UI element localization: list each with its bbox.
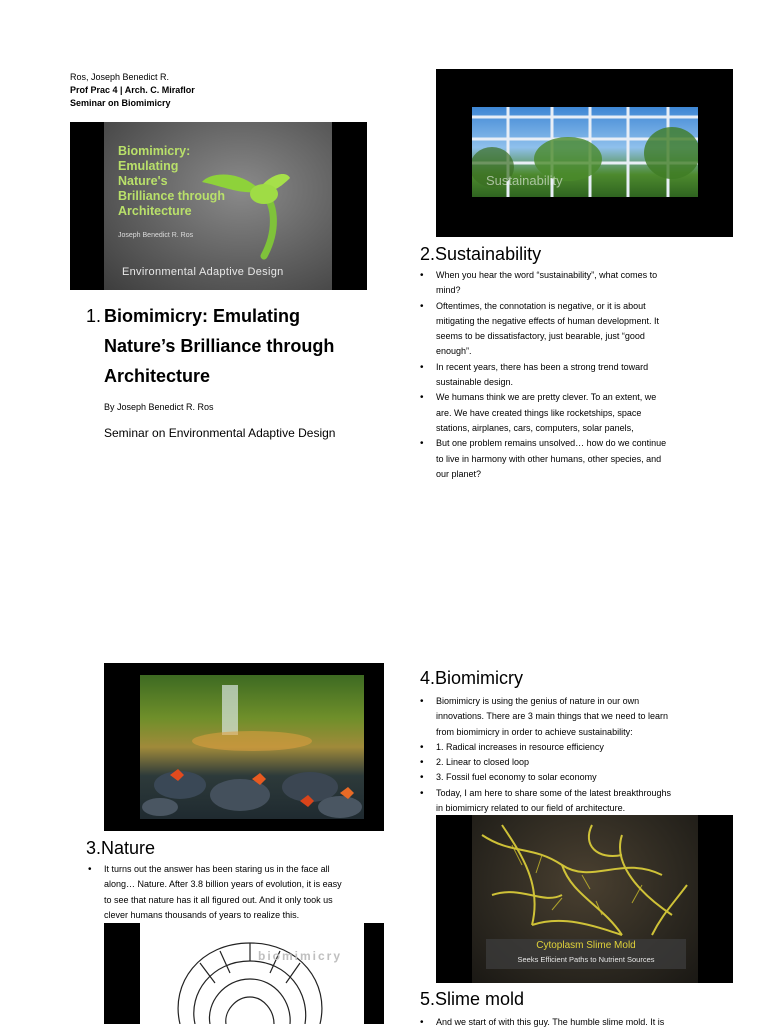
slide2-caption: Sustainability (486, 173, 563, 188)
slide-sustainability-image (436, 69, 733, 237)
slide1-title: Biomimicry: Emulating Nature's Brilliance through Architecture (118, 144, 225, 218)
list-item: • When you hear the word “sustainability”, what comes to mind? (418, 268, 718, 299)
section1-title: Biomimicry: Emulating Nature’s Brilliance through Architecture (104, 306, 335, 386)
slide1-author: Joseph Benedict R. Ros (118, 232, 194, 239)
section3-number: 3. (86, 838, 102, 858)
slide5-caption-sub: Seeks Efficient Paths to Nutrient Sources (517, 955, 655, 964)
section2-number: 2. (420, 244, 436, 264)
section4-bullets (418, 694, 718, 816)
list-item: • But one problem remains unsolved… how do we continue to live in harmony with other humans, other species, and our planet? (418, 436, 718, 482)
section5-number: 5. (420, 989, 436, 1009)
slide-nature-image (104, 663, 384, 831)
section5-bullets (418, 1015, 718, 1030)
section4-title: Biomimicry (435, 668, 524, 688)
section1-byline: By Joseph Benedict R. Ros (104, 402, 214, 412)
section4-number: 4. (420, 668, 436, 688)
section5-heading (420, 988, 524, 1010)
section5-title: Slime mold (435, 989, 525, 1009)
section4-heading (420, 667, 523, 689)
section2-bullets (418, 268, 718, 482)
slide1-footer: Environmental Adaptive Design (122, 266, 284, 278)
seminar-line: Seminar on Biomimicry (70, 98, 171, 108)
section2-title: Sustainability (435, 244, 542, 264)
slide-title-image (70, 122, 367, 290)
section1-subtitle: Seminar on Environmental Adaptive Design (104, 426, 336, 440)
section1-number: 1. (86, 306, 102, 326)
document-header (70, 71, 195, 110)
list-item: • 3. Fossil fuel economy to solar economy (418, 770, 718, 785)
nautilus-shell-icon (140, 923, 364, 1024)
section3-bullets (86, 862, 386, 923)
course-line: Prof Prac 4 | Arch. C. Miraflor (70, 85, 195, 95)
slide-biomimicry-image (104, 923, 384, 1024)
list-item: • And we start of with this guy. The humble slime mold. It is (418, 1015, 718, 1030)
list-item: • Biomimicry is using the genius of nature in our own innovations. There are 3 main things that we need to learn from biomimicry in order to achieve sustainability: (418, 694, 718, 740)
list-item: • 1. Radical increases in resource efficiency (418, 740, 718, 755)
author-line: Ros, Joseph Benedict R. (70, 72, 170, 82)
section3-heading (86, 837, 155, 859)
slide-slime-mold-image (436, 815, 733, 983)
list-item: • In recent years, there has been a strong trend toward sustainable design. (418, 360, 718, 391)
sprout-icon (198, 160, 293, 260)
list-item: • Oftentimes, the connotation is negative, or it is about mitigating the negative effects of human development. It seems to be dissatisfactory, just bearable, just “good enough”. (418, 299, 718, 360)
list-item: • It turns out the answer has been staring us in the face all along… Nature. After 3.8 billion years of evolution, it is easy to see that nature has it all figured out. And it only took us clever humans thousands of years to realize this. (86, 862, 386, 923)
section2-heading (420, 243, 541, 265)
list-item: • 2. Linear to closed loop (418, 755, 718, 770)
list-item: • We humans think we are pretty clever. To an extent, we are. We have created things like rocketships, space stations, airplanes, cars, computers, solar panels, (418, 390, 718, 436)
slide4-caption: biomimicry (258, 949, 343, 963)
section3-title: Nature (101, 838, 156, 858)
list-item: • Today, I am here to share some of the latest breakthroughs in biomimicry related to our field of architecture. (418, 786, 718, 817)
slide5-caption-title: Cytoplasm Slime Mold (536, 940, 636, 951)
